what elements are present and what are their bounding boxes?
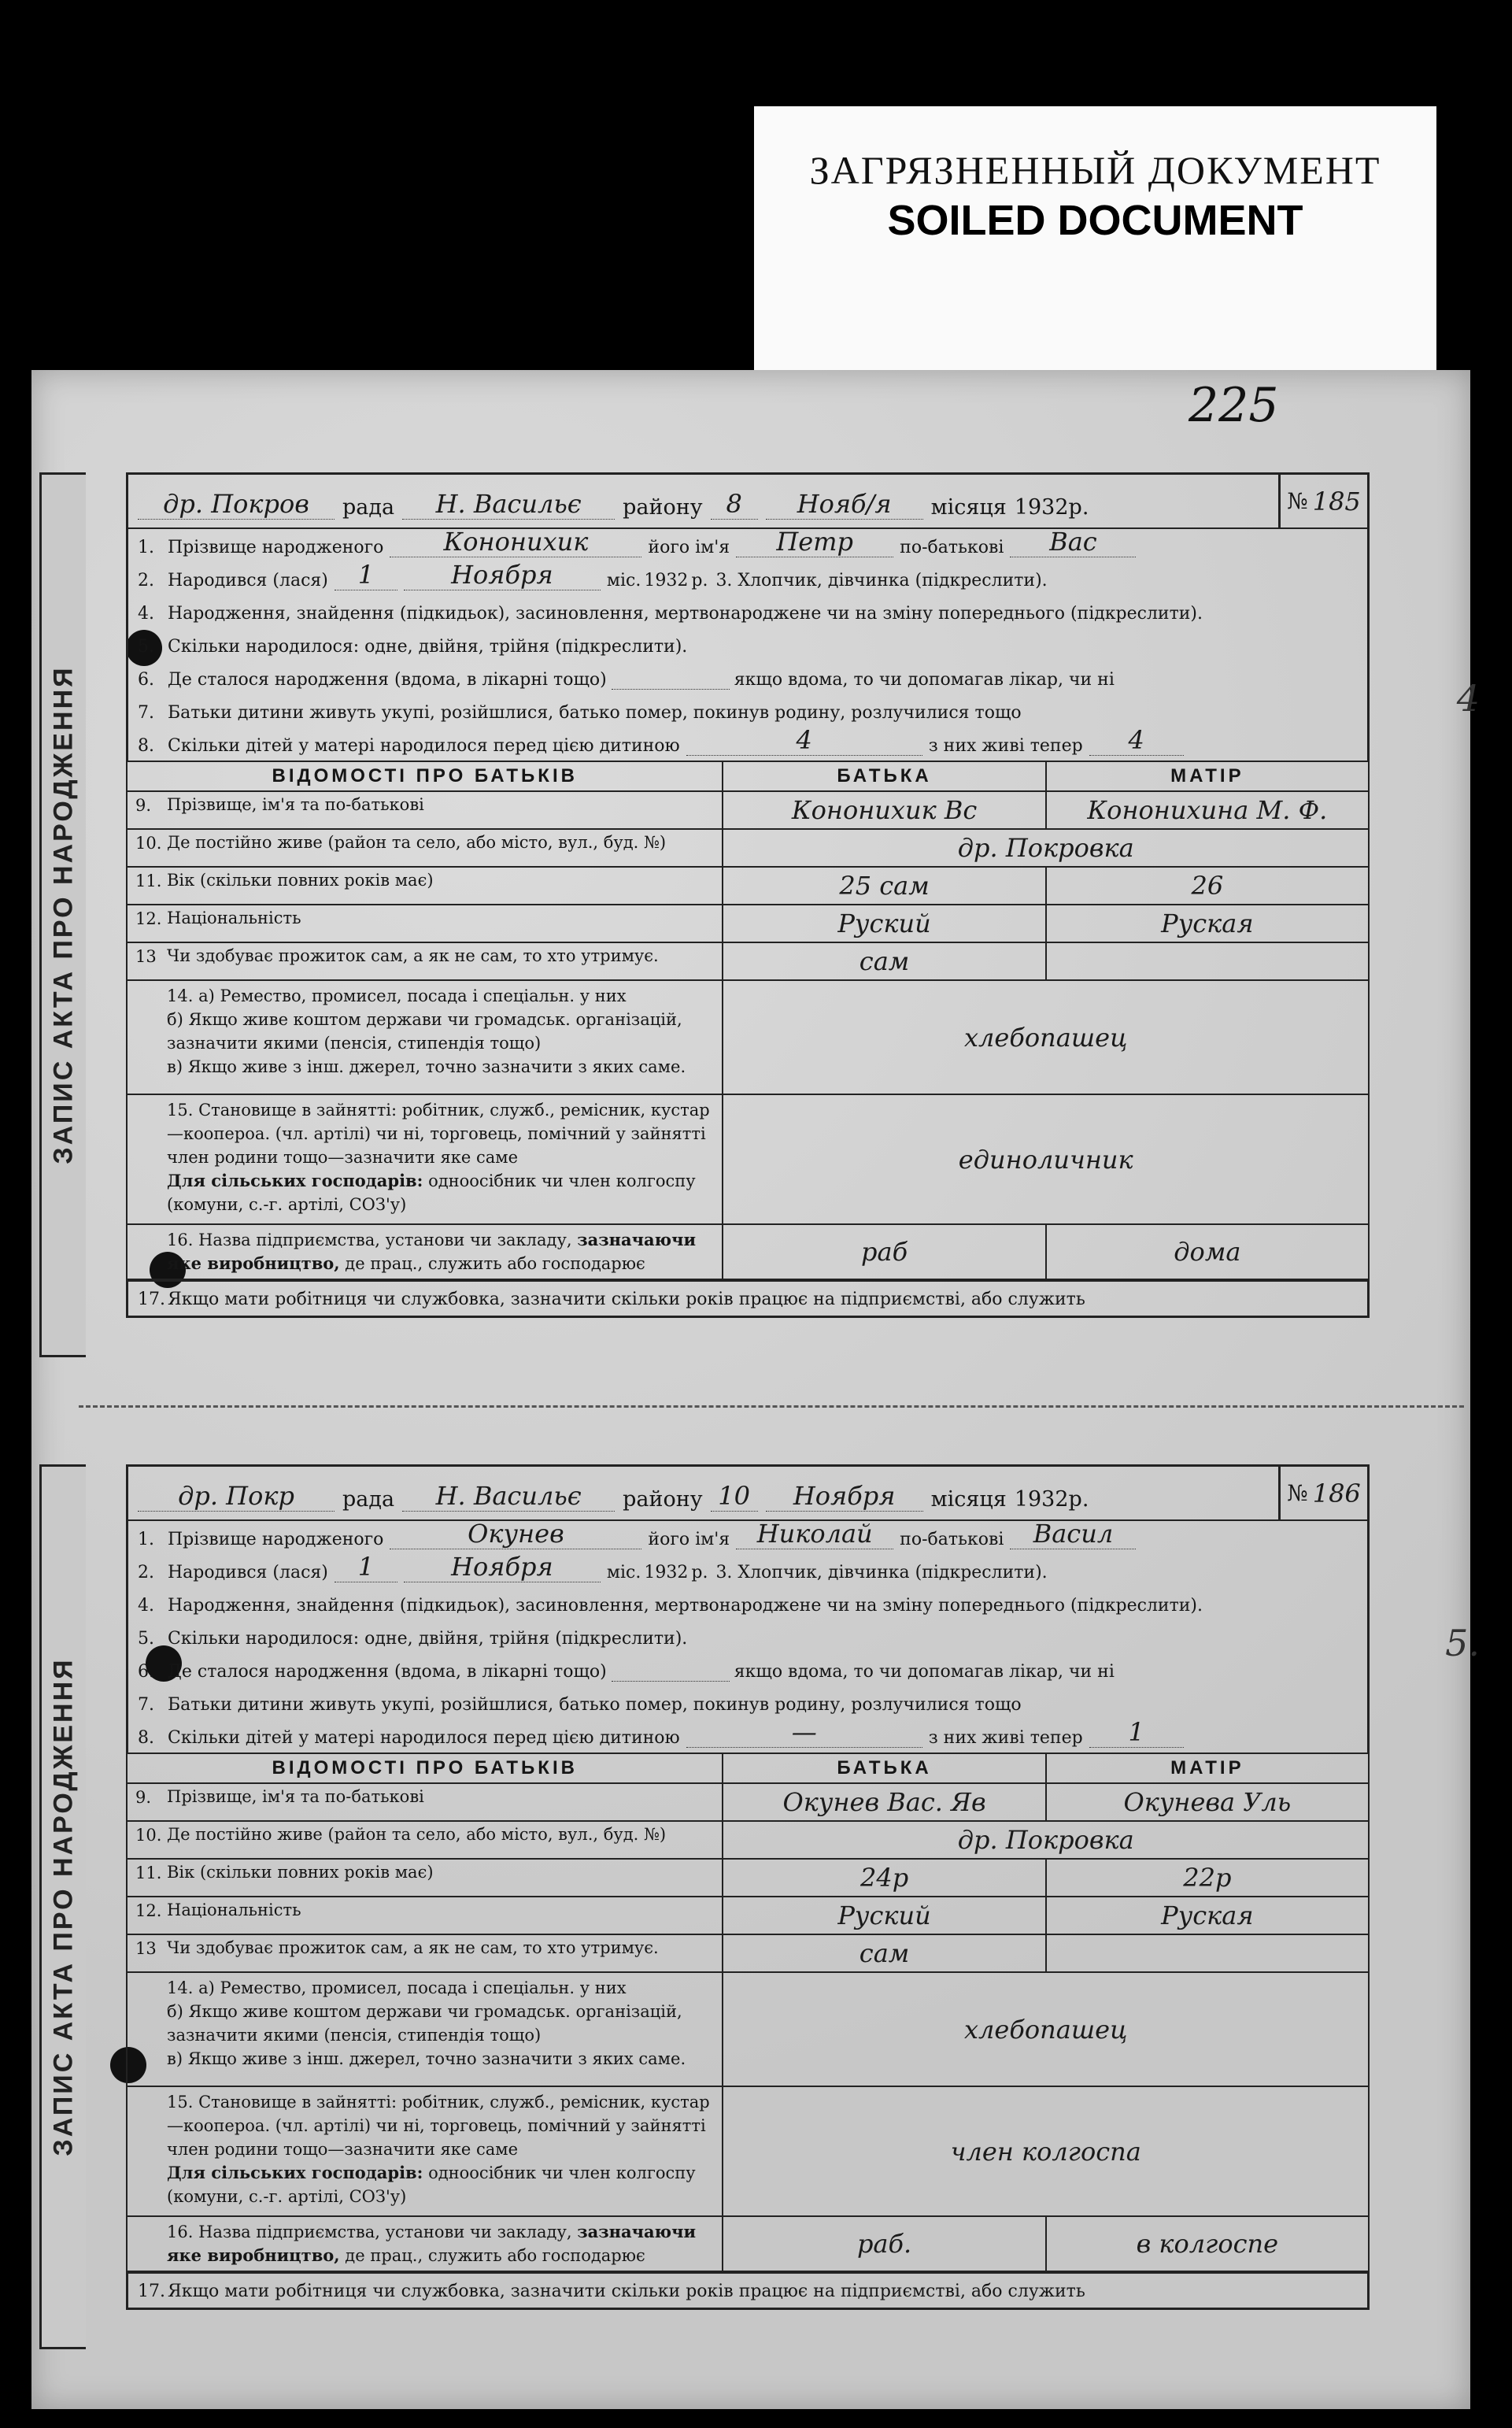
table-row: 11. Вік (скільки повних років має) 24р 22р bbox=[127, 1859, 1369, 1897]
birth-record-1 bbox=[48, 472, 1480, 1318]
mother-workplace: дома bbox=[1046, 1224, 1369, 1279]
name-value: Петр bbox=[736, 527, 893, 557]
residence-label: Де постійно живе (район та село, або місто, вул., буд. №) bbox=[167, 1825, 667, 1844]
status-label: 15. Становище в зайнятті: робітник, служб., ремісник, кустар—коопероа. (чл. артілі) чи ні, торговець, помічний у зайнятті член родини тощо—зазначити яке саме bbox=[167, 2093, 710, 2159]
occupation-label: 14. а) Ремество, промисел, посада і спеціальн. у них bbox=[167, 986, 627, 1005]
status-value: член колгоспа bbox=[723, 2086, 1369, 2216]
patronymic-label: по-батькові bbox=[900, 538, 1004, 557]
children-alive-label: з них живі тепер bbox=[928, 736, 1083, 756]
occupation-value: хлебопашец bbox=[723, 980, 1369, 1094]
soiled-document-stamp bbox=[754, 106, 1436, 378]
line-6: 6. Де сталося народження (вдома, в лікарні тощо) якщо вдома, то чи допомагав лікар, чи ні bbox=[126, 1653, 1370, 1686]
father-age: 24р bbox=[723, 1859, 1045, 1897]
father-workplace: раб. bbox=[723, 2216, 1045, 2271]
born-label: Народився (лася) bbox=[168, 571, 328, 590]
state-support-label: б) Якщо живе коштом держави чи громадськ. організацій, зазначити якими (пенсія, стипендія тощо) bbox=[167, 1010, 682, 1053]
line-5: 5. Скільки народилося: одне, двійня, трійня (підкреслити). bbox=[126, 628, 1370, 661]
father-age bbox=[723, 867, 1045, 905]
workplace-detail-label: де прац., служить або господарює bbox=[345, 2246, 645, 2265]
workplace-label: 16. Назва підприємства, установи чи закладу, bbox=[167, 1231, 572, 1249]
line-4: 4. Народження, знайдення (підкидьок), засиновлення, мертвонароджене чи на зміну попереднього (підкреслити). bbox=[126, 1587, 1370, 1620]
archive-number: 225 bbox=[1189, 378, 1279, 433]
place-label: Де сталося народження (вдома, в лікарні тощо) bbox=[168, 670, 607, 690]
table-row bbox=[127, 1224, 1369, 1279]
parents-table bbox=[126, 1753, 1370, 2272]
birth-type-label: Народження, знайдення (підкидьок), засиновлення, мертвонароджене чи на зміну попереднього (підкреслити). bbox=[168, 1596, 1203, 1616]
table-row bbox=[127, 980, 1369, 1094]
mother-workplace: в колгоспе bbox=[1046, 2216, 1369, 2271]
rada-label: рада bbox=[342, 1487, 395, 1512]
surname-label: Прізвище народженого bbox=[168, 538, 384, 557]
multiplicity-label: Скільки народилося: одне, двійня, трійня (підкреслити). bbox=[168, 637, 688, 657]
village-value: др. Покр bbox=[138, 1481, 335, 1512]
line-8: 8. Скільки дітей у матері народилося перед цією дитиною — з них живі тепер 1 bbox=[126, 1719, 1370, 1753]
other-income-label: в) Якщо живе з інш. джерел, точно зазначити з яких саме. bbox=[167, 1057, 686, 1076]
surname-value: Окунев bbox=[390, 1519, 641, 1549]
support-label: Чи здобуває прожиток сам, а як не сам, то хто утримує. bbox=[167, 1938, 659, 1957]
place-label: Де сталося народження (вдома, в лікарні тощо) bbox=[168, 1662, 607, 1682]
table-row bbox=[127, 2086, 1369, 2216]
table-row: 12. Національність Руский Руская bbox=[127, 1897, 1369, 1934]
year-value: 1932 bbox=[1014, 495, 1069, 520]
father-name: Окунев Вас. Яв bbox=[723, 1783, 1045, 1821]
children-alive-label: з них живі тепер bbox=[928, 1728, 1083, 1748]
children-before-label: Скільки дітей у матері народилося перед цією дитиною bbox=[168, 736, 680, 756]
line-5: 5. Скільки народилося: одне, двійня, трійня (підкреслити). bbox=[126, 1620, 1370, 1653]
line-7: 7. Батьки дитини живуть укупі, розійшлися, батько помер, покинув родину, розлучилися тощо bbox=[126, 694, 1370, 727]
nationality-label: Національність bbox=[167, 909, 301, 927]
mother-work-years-label: Якщо мати робітниця чи службовка, зазначити скільки років працює на підприємстві, або служить bbox=[168, 1290, 1085, 1309]
mother-heading: МАТІР bbox=[1046, 761, 1369, 791]
occupation-label: 14. а) Ремество, промисел, посада і спеціальн. у них bbox=[167, 1978, 627, 1997]
children-alive-value: 4 bbox=[1089, 725, 1184, 756]
record-header bbox=[126, 472, 1370, 529]
line-6: 6. Де сталося народження (вдома, в лікарні тощо) якщо вдома, то чи допомагав лікар, чи ні bbox=[126, 661, 1370, 694]
rada-value: Н. Васильє bbox=[402, 489, 615, 520]
patronymic-value: Вас bbox=[1010, 527, 1136, 557]
number-label: № bbox=[1287, 488, 1308, 514]
doctor-label: якщо вдома, то чи допомагав лікар, чи ні bbox=[734, 670, 1115, 690]
year-suffix: р. bbox=[1068, 1487, 1089, 1512]
stamp-text-en: SOILED DOCUMENT bbox=[887, 197, 1303, 244]
line-17: 17. Якщо мати робітниця чи службовка, зазначити скільки років працює на підприємстві, або служить bbox=[126, 1280, 1370, 1318]
side-title-text: ЗАПИС АКТА ПРО НАРОДЖЕННЯ bbox=[48, 1657, 79, 2156]
sex-label: 3. Хлопчик, дівчинка (підкреслити). bbox=[715, 571, 1048, 590]
born-year: 1932 bbox=[644, 571, 689, 590]
residence-label: Де постійно живе (район та село, або місто, вул., буд. №) bbox=[167, 833, 667, 852]
table-row: 13 Чи здобуває прожиток сам, а як не сам, то хто утримує. сам bbox=[127, 1934, 1369, 1972]
farmers-detail-label: одноосібник чи член колгоспу (комуни, с.-г. артілі, СОЗ'у) bbox=[167, 1171, 696, 1214]
line-17: 17. Якщо мати робітниця чи службовка, зазначити скільки років працює на підприємстві, або служить bbox=[126, 2272, 1370, 2310]
farmers-detail-label: одноосібник чи член колгоспу (комуни, с.-г. артілі, СОЗ'у) bbox=[167, 2163, 696, 2206]
father-nationality: Руский bbox=[723, 1897, 1045, 1934]
parents-heading: ВІДОМОСТІ ПРО БАТЬКІВ bbox=[127, 761, 723, 791]
doctor-label: якщо вдома, то чи допомагав лікар, чи ні bbox=[734, 1662, 1115, 1682]
father-support: сам bbox=[723, 942, 1045, 980]
mother-nationality: Руская bbox=[1046, 1897, 1369, 1934]
month-value: Ноября bbox=[766, 1481, 923, 1512]
status-value: единоличник bbox=[723, 1094, 1369, 1224]
record-header bbox=[126, 1464, 1370, 1521]
mother-heading: МАТІР bbox=[1046, 1753, 1369, 1783]
rada-label: рада bbox=[342, 495, 395, 520]
year-value: 1932 bbox=[1014, 1487, 1069, 1512]
birth-type-label: Народження, знайдення (підкидьок), засиновлення, мертвонароджене чи на зміну попереднього (підкреслити). bbox=[168, 604, 1203, 624]
born-label: Народився (лася) bbox=[168, 1563, 328, 1582]
table-header-row bbox=[127, 761, 1369, 791]
father-workplace: раб bbox=[723, 1224, 1045, 1279]
line-7: 7. Батьки дитини живуть укупі, розійшлися, батько помер, покинув родину, розлучилися тощо bbox=[126, 1686, 1370, 1719]
mother-nationality: Руская bbox=[1046, 905, 1369, 942]
mother-age: 22р bbox=[1046, 1859, 1369, 1897]
line-1: 1. Прізвище народженого Кононихик його ім'я Петр по-батькові Вас bbox=[126, 529, 1370, 562]
line-4: 4. Народження, знайдення (підкидьок), засиновлення, мертвонароджене чи на зміну попереднього (підкреслити). bbox=[126, 595, 1370, 628]
father-support: сам bbox=[723, 1934, 1045, 1972]
misyatsya-label: місяця bbox=[930, 1487, 1007, 1512]
fio-label: Прізвище, ім'я та по-батькові bbox=[167, 795, 424, 814]
mother-work-years-label: Якщо мати робітниця чи службовка, зазначити скільки років працює на підприємстві, або служить bbox=[168, 2282, 1085, 2301]
month-value: Нояб/я bbox=[766, 489, 923, 520]
workplace-bold-label: зазначаючи яке виробництво, bbox=[167, 1230, 697, 1273]
table-row: 11. Вік (скільки повних років має) 25 сам 26 bbox=[127, 867, 1369, 905]
father-age-note: сам bbox=[879, 871, 930, 901]
patronymic-value: Васил bbox=[1010, 1519, 1136, 1549]
born-day: 1 bbox=[335, 1552, 397, 1582]
birth-record-2 bbox=[48, 1464, 1480, 2310]
name-label: його ім'я bbox=[648, 1530, 730, 1549]
record-number-box bbox=[1278, 1467, 1367, 1519]
record-side-title bbox=[39, 1464, 86, 2349]
mother-age: 26 bbox=[1046, 867, 1369, 905]
misyatsya-label: місяця bbox=[930, 495, 1007, 520]
table-row: 13 Чи здобуває прожиток сам, а як не сам, то хто утримує. сам bbox=[127, 942, 1369, 980]
surname-value: Кононихик bbox=[390, 527, 641, 557]
children-before-value: — bbox=[686, 1717, 922, 1748]
other-income-label: в) Якщо живе з інш. джерел, точно зазначити з яких саме. bbox=[167, 2049, 686, 2068]
born-month: Ноября bbox=[404, 1552, 601, 1582]
status-label: 15. Становище в зайнятті: робітник, служб., ремісник, кустар—коопероа. (чл. артілі) чи ні, торговець, помічний у зайнятті член родини тощо—зазначити яке саме bbox=[167, 1101, 710, 1167]
year-label: р. bbox=[691, 1563, 708, 1582]
workplace-label: 16. Назва підприємства, установи чи закладу, bbox=[167, 2223, 572, 2241]
workplace-detail-label: де прац., служить або господарює bbox=[345, 1254, 645, 1273]
table-row: 9. Прізвище, ім'я та по-батькові Окунев Вас. Яв Окунева Уль bbox=[127, 1783, 1369, 1821]
stamp-text-ru: ЗАГРЯЗНЕННЫЙ ДОКУМЕНТ bbox=[809, 148, 1381, 192]
father-nationality: Руский bbox=[723, 905, 1045, 942]
mother-name: Окунева Уль bbox=[1046, 1783, 1369, 1821]
fold-line bbox=[79, 1405, 1464, 1408]
line-1: 1. Прізвище народженого Окунев його ім'я Николай по-батькові Васил bbox=[126, 1521, 1370, 1554]
record-number: 185 bbox=[1312, 486, 1361, 516]
day-value: 8 bbox=[711, 489, 758, 520]
children-alive-value: 1 bbox=[1089, 1717, 1184, 1748]
line-2: 2. Народився (лася) 1 Ноября міс. 1932 р. 3. Хлопчик, дівчинка (підкреслити). bbox=[126, 1554, 1370, 1587]
parents-table bbox=[126, 761, 1370, 1280]
parents-heading: ВІДОМОСТІ ПРО БАТЬКІВ bbox=[127, 1753, 723, 1783]
rada-value: Н. Васильє bbox=[402, 1481, 615, 1512]
year-suffix: р. bbox=[1068, 495, 1089, 520]
record-number-box bbox=[1278, 475, 1367, 527]
village-value: др. Покров bbox=[138, 489, 335, 520]
day-value: 10 bbox=[711, 1481, 758, 1512]
table-row: 10. Де постійно живе (район та село, або місто, вул., буд. №) др. Покровка bbox=[127, 829, 1369, 867]
farmers-label: Для сільських господарів: bbox=[167, 2163, 423, 2182]
line-2: 2. Народився (лася) 1 Ноября міс. 1932 р. 3. Хлопчик, дівчинка (підкреслити). bbox=[126, 562, 1370, 595]
table-row bbox=[127, 1972, 1369, 2086]
side-title-text: ЗАПИС АКТА ПРО НАРОДЖЕННЯ bbox=[48, 665, 79, 1164]
father-heading: БАТЬКА bbox=[723, 761, 1045, 791]
residence-value: др. Покровка bbox=[723, 1821, 1369, 1859]
table-row: 9. Прізвище, ім'я та по-батькові Кононихик Вс Кононихина М. Ф. bbox=[127, 791, 1369, 829]
raion-label: району bbox=[623, 1487, 703, 1512]
parents-status-label: Батьки дитини живуть укупі, розійшлися, батько помер, покинув родину, розлучилися тощо bbox=[168, 1695, 1022, 1715]
table-row bbox=[127, 1094, 1369, 1224]
margin-mark: 5. bbox=[1445, 1622, 1480, 1664]
born-day: 1 bbox=[335, 560, 397, 590]
multiplicity-label: Скільки народилося: одне, двійня, трійня (підкреслити). bbox=[168, 1629, 688, 1649]
father-heading: БАТЬКА bbox=[723, 1753, 1045, 1783]
father-age-value: 25 bbox=[839, 871, 872, 901]
sex-label: 3. Хлопчик, дівчинка (підкреслити). bbox=[715, 1563, 1048, 1582]
born-year: 1932 bbox=[644, 1563, 689, 1582]
parents-status-label: Батьки дитини живуть укупі, розійшлися, батько помер, покинув родину, розлучилися тощо bbox=[168, 703, 1022, 723]
raion-label: району bbox=[623, 495, 703, 520]
patronymic-label: по-батькові bbox=[900, 1530, 1004, 1549]
occupation-value: хлебопашец bbox=[723, 1972, 1369, 2086]
farmers-label: Для сільських господарів: bbox=[167, 1171, 423, 1190]
number-label: № bbox=[1287, 1480, 1308, 1506]
margin-mark: 4 bbox=[1456, 677, 1480, 720]
table-header-row bbox=[127, 1753, 1369, 1783]
record-number: 186 bbox=[1312, 1478, 1361, 1508]
children-before-value: 4 bbox=[686, 725, 922, 756]
year-label: р. bbox=[691, 571, 708, 590]
fio-label: Прізвище, ім'я та по-батькові bbox=[167, 1787, 424, 1806]
mother-name: Кононихина М. Ф. bbox=[1046, 791, 1369, 829]
table-row bbox=[127, 2216, 1369, 2271]
age-label: Вік (скільки повних років має) bbox=[167, 871, 434, 890]
nationality-label: Національність bbox=[167, 1901, 301, 1919]
name-value: Николай bbox=[736, 1519, 893, 1549]
state-support-label: б) Якщо живе коштом держави чи громадськ. організацій, зазначити якими (пенсія, стипендія тощо) bbox=[167, 2002, 682, 2045]
record-side-title bbox=[39, 472, 86, 1357]
table-row: 12. Національність Руский Руская bbox=[127, 905, 1369, 942]
children-before-label: Скільки дітей у матері народилося перед цією дитиною bbox=[168, 1728, 680, 1748]
workplace-bold-label: зазначаючи яке виробництво, bbox=[167, 2222, 697, 2265]
father-name: Кононихик Вс bbox=[723, 791, 1045, 829]
born-month: Ноября bbox=[404, 560, 601, 590]
table-row: 10. Де постійно живе (район та село, або місто, вул., буд. №) др. Покровка bbox=[127, 1821, 1369, 1859]
surname-label: Прізвище народженого bbox=[168, 1530, 384, 1549]
residence-value: др. Покровка bbox=[723, 829, 1369, 867]
age-label: Вік (скільки повних років має) bbox=[167, 1863, 434, 1882]
support-label: Чи здобуває прожиток сам, а як не сам, то хто утримує. bbox=[167, 946, 659, 965]
line-8: 8. Скільки дітей у матері народилося перед цією дитиною 4 з них живі тепер 4 bbox=[126, 727, 1370, 761]
month-label: міс. bbox=[606, 1563, 641, 1582]
month-label: міс. bbox=[606, 571, 641, 590]
name-label: його ім'я bbox=[648, 538, 730, 557]
